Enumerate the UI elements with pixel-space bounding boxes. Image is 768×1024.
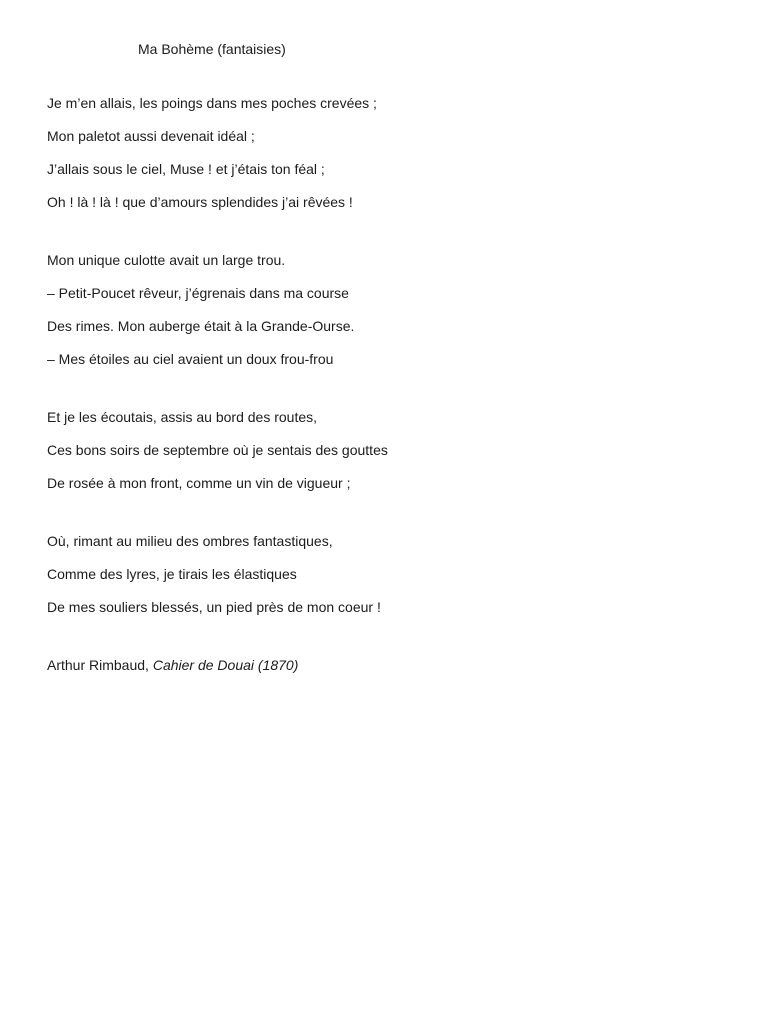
poem-line: Oh ! là ! là ! que d’amours splendides j’ai rêvées !	[47, 194, 353, 210]
source-title: Cahier de Douai (1870)	[152, 657, 299, 673]
poem-line: Je m’en allais, les poings dans mes poches crevées ;	[47, 95, 377, 111]
poem-line: Où, rimant au milieu des ombres fantastiques,	[47, 533, 333, 549]
poem-line: De rosée à mon front, comme un vin de vigueur ;	[47, 475, 351, 491]
poem-line: Des rimes. Mon auberge était à la Grande-Ourse.	[47, 318, 355, 334]
author-name: Arthur Rimbaud,	[47, 657, 149, 673]
poem-line: Ces bons soirs de septembre où je sentais des gouttes	[47, 442, 388, 458]
poem-line: Mon unique culotte avait un large trou.	[47, 252, 286, 268]
poem-line: – Petit-Poucet rêveur, j’égrenais dans ma course	[47, 285, 349, 301]
poem-title: Ma Bohème (fantaisies)	[138, 41, 286, 57]
poem-line: – Mes étoiles au ciel avaient un doux frou-frou	[47, 351, 334, 367]
poem-line: Mon paletot aussi devenait idéal ;	[47, 128, 255, 144]
poem-line: J’allais sous le ciel, Muse ! et j’étais ton féal ;	[47, 161, 325, 177]
poem-line: Comme des lyres, je tirais les élastiques	[47, 566, 297, 582]
poem-line: Et je les écoutais, assis au bord des routes,	[47, 409, 318, 425]
poem-line: De mes souliers blessés, un pied près de mon coeur !	[47, 599, 381, 615]
poem-signature	[47, 655, 298, 675]
